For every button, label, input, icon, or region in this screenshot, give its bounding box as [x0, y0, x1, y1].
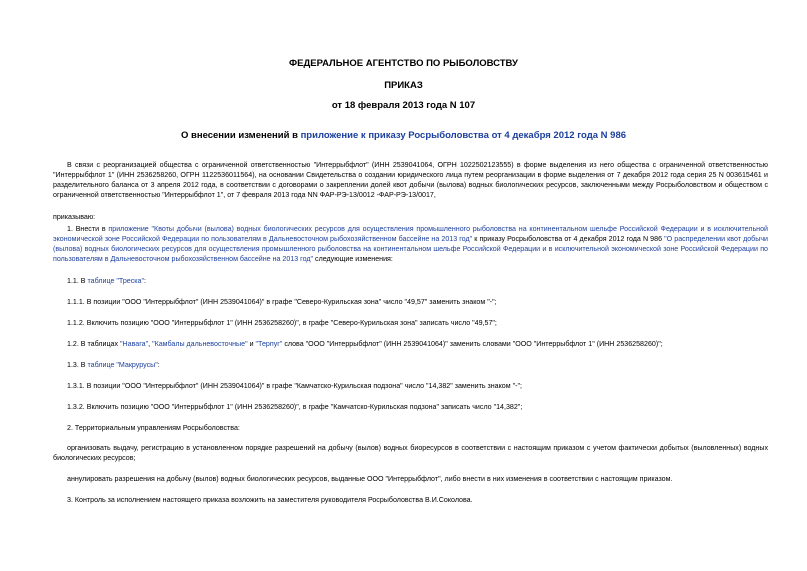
- order-986-link[interactable]: "О распределении квот добычи (вылова) водных биологических ресурсов для осуществления промышленного рыболовства на континентальном шельфе Российской Федерации и в исключительной экономической зоне Российской Федерации по пользователям в Дальневосточном рыбохозяйственном бассейне на 2013 год": [53, 235, 768, 263]
- doc-type: ПРИКАЗ: [384, 80, 423, 91]
- paragraph-2-a: организовать выдачу, регистрацию в установленном порядке разрешений на добычу (вылов) водных биоресурсов в соответствии с настоящим приказом с учетом фактически добытых (выловленных) водных биологических ресурсов;: [53, 444, 768, 462]
- paragraph-3: 3. Контроль за исполнением настоящего приказа возложить на заместителя руководителя Росрыболовства В.И.Соколова.: [67, 496, 473, 504]
- item-1-1-1: 1.1.1. В позиции "ООО "Интеррыбфлот" (ИНН 2539041064)" в графе "Северо-Курильская зона" число "49,57" заменить знаком "-";: [67, 298, 497, 306]
- item-1-2-text-a: 1.2. В таблицах: [67, 340, 120, 348]
- p1-text-a: 1. Внести в: [67, 225, 109, 233]
- table-cod-link[interactable]: таблице "Треска": [87, 277, 144, 285]
- intro-paragraph: В связи с реорганизацией общества с ограниченной ответственностью "Интеррыбфлот" (ИНН 2539041064, ОГРН 1022502123555) в форме выделения из него общества с ограниченной ответственностью "Интеррыбфлот 1" (ИНН 2536258260, ОГРН 1122536011564), на основании Свидетельства о создании юридического лица путем реорганизации в форме выделения от 7 декабря 2012 года серия 25 N 003615461 и разделительного баланса от 3 апреля 2012 года, в соответствии с договорами о закреплении долей квот добычи (вылова) водных биологических ресурсов, заключенными между Росрыболовством и обществом с ограниченной ответственностью "Интеррыбфлот 1", от 7 февраля 2013 года NN ФАР-РЭ-13/0012 -ФАР-РЭ-13/0017,: [53, 161, 768, 199]
- doc-date-number: от 18 февраля 2013 года N 107: [331, 100, 476, 111]
- item-1-3: [53, 360, 768, 370]
- item-1-3-1: 1.3.1. В позиции "ООО "Интеррыбфлот" (ИНН 2539041064)" в графе "Камчатско-Курильская подзона" число "14,382" заменить знаком "-";: [67, 382, 522, 390]
- paragraph-2: 2. Территориальным управлениям Росрыболовства:: [67, 424, 240, 432]
- p1-text-b: к приказу Росрыболовства от 4 декабря 2012 года N 986: [472, 235, 665, 243]
- appendix-link[interactable]: приложение "Квоты добычи (вылова) водных биологических ресурсов для осуществления промышленного рыболовства на континентальном шельфе Российской Федерации и в исключительной экономической зоне Российской Федерации по пользователям в Дальневосточном рыбохозяйственном бассейне на 2013 год": [53, 225, 768, 243]
- item-1-3-text-b: :: [157, 361, 160, 369]
- item-1-3-text-a: 1.3. В: [67, 361, 88, 369]
- doc-title: [0, 130, 807, 141]
- paragraph-2-b: аннулировать разрешения на добычу (вылов) водных биологических ресурсов, выданные ООО "Интеррыбфлот", либо внести в них изменения в соответствии с настоящим приказом.: [67, 475, 673, 483]
- item-1-1-2: 1.1.2. Включить позицию "ООО "Интеррыбфлот 1" (ИНН 2536258260)", в графе "Северо-Курильская зона" записать число "49,57";: [67, 319, 497, 327]
- paragraph-1: [53, 224, 768, 264]
- item-1-2-and: и: [247, 340, 256, 348]
- order-word: приказываю:: [53, 213, 96, 221]
- item-1-1-text-a: 1.1. В: [67, 277, 88, 285]
- item-1-1: [53, 276, 768, 286]
- doc-title-link[interactable]: приложение к приказу Росрыболовства от 4 декабря 2012 года N 986: [300, 130, 627, 141]
- table-navaga-link[interactable]: "Навага": [120, 340, 149, 348]
- table-flounder-link[interactable]: "Камбалы дальневосточные": [152, 340, 248, 348]
- item-1-2-text-b: слова "ООО "Интеррыбфлот" (ИНН 2539041064)" заменить словами "ООО "Интеррыбфлот 1" (ИНН 2536258260)";: [282, 340, 663, 348]
- table-grenadier-link[interactable]: таблице "Макрурусы": [87, 361, 158, 369]
- doc-title-prefix: О внесении изменений в: [180, 130, 301, 141]
- p1-text-c: следующие изменения:: [313, 255, 393, 263]
- item-1-2: [53, 339, 768, 349]
- item-1-3-2: 1.3.2. Включить позицию "ООО "Интеррыбфлот 1" (ИНН 2536258260)", в графе "Камчатско-Курильская подзона" записать число "14,382";: [67, 403, 523, 411]
- table-terpug-link[interactable]: "Терпуг": [255, 340, 283, 348]
- agency-name: ФЕДЕРАЛЬНОЕ АГЕНТСТВО ПО РЫБОЛОВСТВУ: [289, 58, 518, 69]
- item-1-2-comma: ,: [148, 340, 153, 348]
- item-1-1-text-b: :: [144, 277, 146, 285]
